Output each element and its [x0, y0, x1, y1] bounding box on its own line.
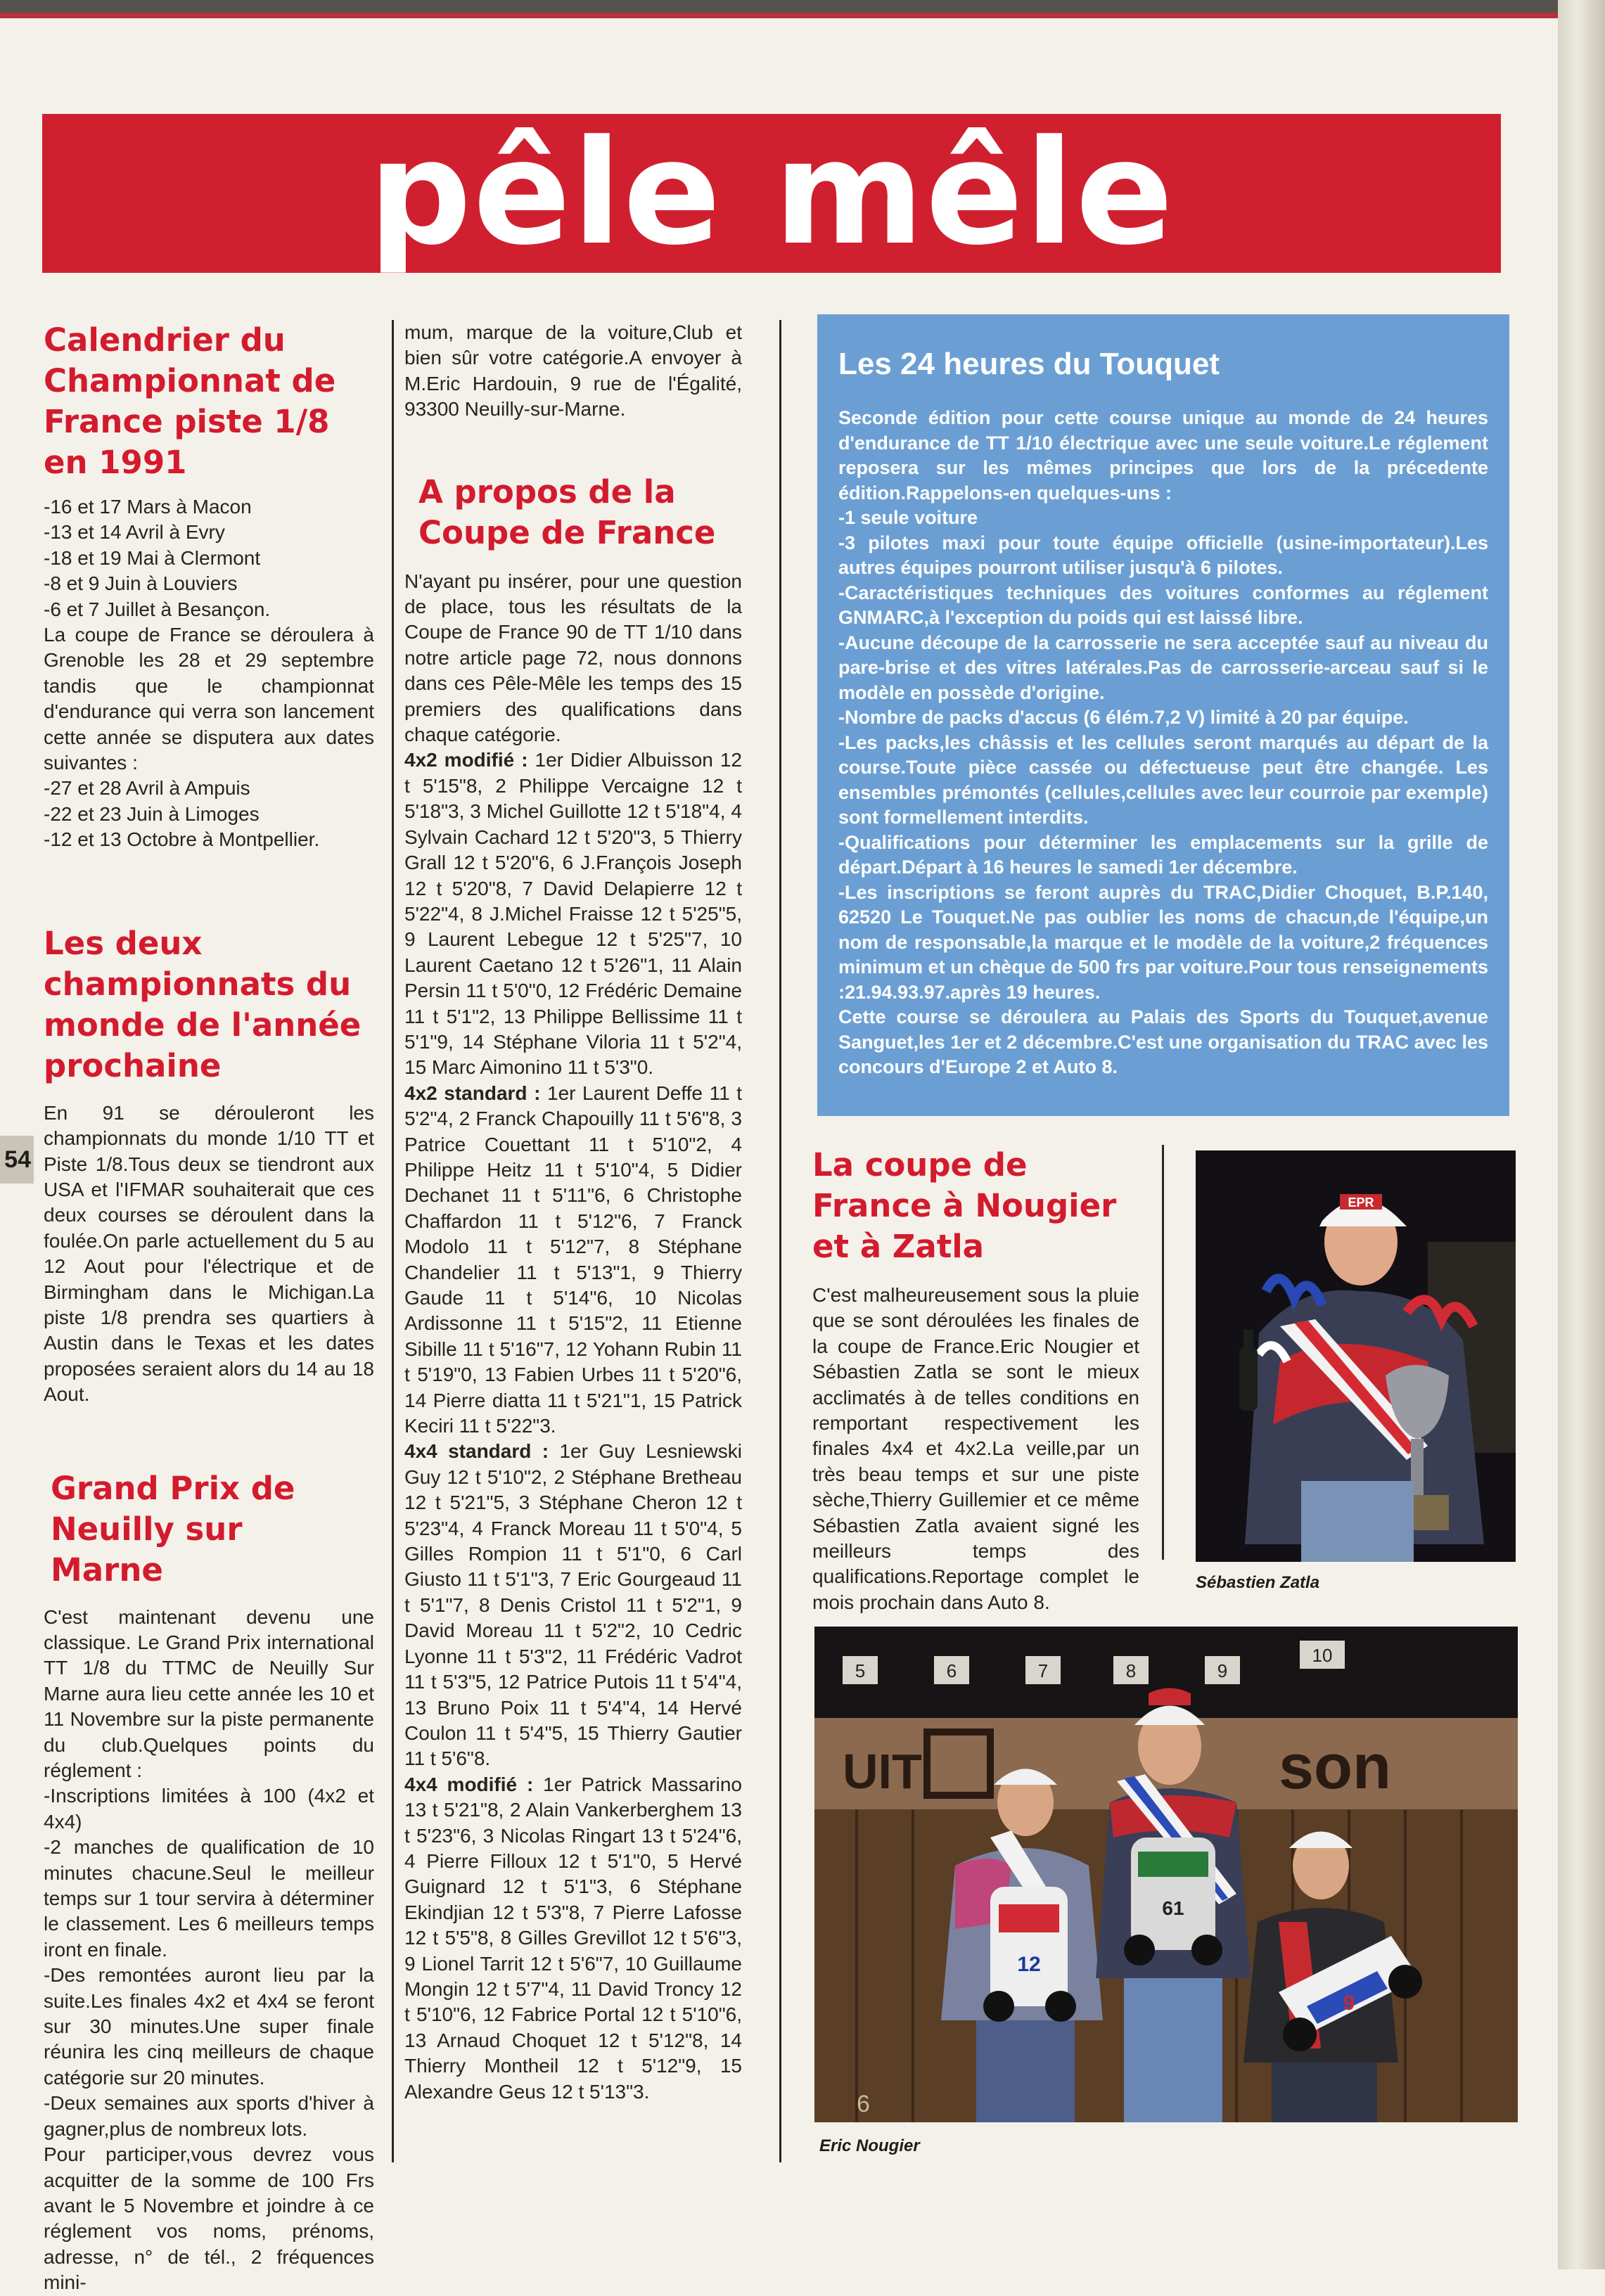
category-label: 4x4 standard : — [404, 1440, 549, 1463]
touquet-line: -Caractéristiques techniques des voitures conformes au réglement GNMARC,à l'exception du poids qui est laissé libre. — [838, 582, 1488, 628]
page-number: 54 — [0, 1136, 34, 1184]
nougier-photo-illustration — [814, 1627, 1518, 2122]
category-results: 1er Laurent Deffe 11 t 5'2"4, 2 Franck Chapouilly 11 t 5'6"8, 3 Patrice Couettant 11 t 5'10"2, 4 Philippe Heitz 11 t 5'10"4, 5 Didier Dechanet 11 t 5'11"6, 6 Christophe Chaffardon 11 t 5'12"6, 7 Franck Modolo 11 t 5'12"7, 8 Stéphane Chandelier 11 t 5'13"1, 9 Thierry Gaude 11 t 5'14"6, 10 Nicolas Ardissonne 11 t 5'15"2, 11 Etienne Sibille 11 t 5'16"7, 12 Yohann Rubin 11 t 5'19"0, 13 Fabien Urbes 11 t 5'20"6, 14 Pierre diatta 11 t 5'21"1, 15 Patrick Keciri 11 t 5'22"3. — [404, 1082, 742, 1437]
calendar-list — [44, 494, 374, 853]
board-number: 6 — [946, 1660, 957, 1681]
page-spine — [1558, 0, 1605, 2269]
category-label: 4x2 modifié : — [404, 749, 528, 771]
car-number: 61 — [1162, 1897, 1184, 1919]
grand-prix-continued: mum, marque de la voiture,Club et bien sûr votre catégorie.A envoyer à M.Eric Hardouin, 9 rue de l'Égalité, 93300 Neuilly-sur-Marne. — [404, 321, 742, 421]
world-championships-heading: Les deux championnats du monde de l'année prochaine — [44, 924, 362, 1084]
category-label: 4x2 standard : — [404, 1082, 541, 1104]
coupe-de-france-heading: A propos de la Coupe de France — [418, 473, 716, 551]
results-4x4-standard — [404, 1439, 742, 1771]
grand-prix-text: -2 manches de qualification de 10 minutes chacune.Seul le meilleur temps sur 1 tour servira à déterminer le classement. Les 6 meilleurs temps iront en finale. — [44, 1836, 374, 1961]
car-number: 12 — [1017, 1953, 1041, 1976]
category-results: 1er Didier Albuisson 12 t 5'15"8, 2 Philippe Vercaigne 12 t 5'18"3, 3 Michel Guillotte 12 t 5'18"4, 4 Sylvain Cachard 12 t 5'20"3, 5 Thierry Grall 12 t 5'20"6, 6 J.François Joseph 12 t 5'20"8, 7 David Delapierre 12 t 5'22"4, 8 J.Michel Fraisse 12 t 5'25"5, 9 Laurent Lebegue 12 t 5'25"7, 10 Laurent Caetano 12 t 5'26"1, 11 Alain Persin 11 t 5'0"0, 12 Frédéric Demaine 11 t 5'1"2, 13 Philippe Bellissime 11 t 5'1"9, 14 Stéphane Viloria 11 t 5'2"4, 15 Marc Aimonino 11 t 5'3"0. — [404, 749, 742, 1079]
world-championships-text: En 91 se dérouleront les championnats du monde 1/10 TT et Piste 1/8.Tous deux se tiendront aux USA et l'IFMAR souhaiterait que ces deux courses se déroulent dans la foulée.On parle actuellement du 5 au 12 Aout pour l'électrique et de Birmingham dans le Michigan.La piste 1/8 prendra ses quartiers à Austin dans le Texas et les dates proposées seraient alors du 14 au 18 Aout. — [44, 1101, 374, 1406]
calendar-line: -6 et 7 Juillet à Besançon. — [44, 598, 271, 620]
grand-prix-text: -Deux semaines aux sports d'hiver à gagner,plus de nombreux lots. — [44, 2092, 374, 2140]
board-number: 9 — [1217, 1660, 1228, 1681]
touquet-heading: Les 24 heures du Touquet — [838, 347, 1220, 381]
grand-prix-heading: Grand Prix de Neuilly sur Marne — [51, 1469, 295, 1589]
results-4x4-modifie — [404, 1772, 742, 2105]
calendar-line: -18 et 19 Mai à Clermont — [44, 546, 261, 569]
zatla-photo-illustration — [1196, 1150, 1516, 1562]
board-number: 8 — [1125, 1660, 1137, 1681]
category-results: 1er Guy Lesniewski Guy 12 t 5'10"2, 2 Stéphane Bretheau 12 t 5'21"5, 3 Stéphane Cheron 12 t 5'23"4, 4 Franck Moreau 11 t 5'0"4, 5 Gilles Rompion 11 t 5'1"0, 6 Carl Giusto 11 t 5'1"3, 7 Eric Gourgeaud 11 t 5'1"7, 8 Denis Cristol 11 t 5'2"1, 9 David Moreau 11 t 5'2"2, 10 Cedric Lyonne 11 t 5'3"2, 11 Frédéric Vadrot 11 t 5'3"5, 12 Patrice Putois 11 t 5'4"4, 13 Bruno Poix 11 t 5'4"4, 14 Hervé Coulon 11 t 5'4"5, 15 Thierry Gautier 11 t 5'6"8. — [404, 1440, 742, 1770]
calendar-line: -13 et 14 Avril à Evry — [44, 521, 225, 544]
title-banner — [42, 110, 1501, 277]
grand-prix-text: -Inscriptions limitées à 100 (4x2 et 4x4) — [44, 1785, 374, 1833]
nougier-article — [812, 1145, 1139, 1615]
touquet-line: -Qualifications pour déterminer les emplacements sur la grille de départ.Départ à 16 heures le samedi 1er décembre. — [838, 831, 1488, 878]
grand-prix-body — [44, 1605, 374, 2296]
calendar-paragraph: La coupe de France se déroulera à Grenoble les 28 et 29 septembre tandis que le championnat d'endurance qui verra son lancement cette année se disputera aux dates suivantes : — [44, 624, 374, 774]
rc-car-left — [983, 1887, 1076, 2022]
photo-sebastien-zatla — [1196, 1150, 1516, 1562]
touquet-line: -1 seule voiture — [838, 507, 978, 528]
results-4x2-standard — [404, 1081, 742, 1439]
touquet-line: -Les packs,les châssis et les cellules seront marqués au départ de la course.Toute pièce cassée ou défectueuse peut être changée. Les ensembles prémontés (cellules,cellules avec leur courroie par exemple) sont formellement interdits. — [838, 731, 1488, 828]
photo-eric-nougier — [814, 1627, 1518, 2122]
calendar-line: -8 et 9 Juin à Louviers — [44, 572, 238, 595]
photo-caption-nougier: Eric Nougier — [819, 2136, 920, 2155]
touquet-line: -Aucune découpe de la carrosserie ne sera acceptée sauf au niveau du pare-brise et des vitres latérales.Pas de carrosserie-arceau sauf si le modèle en possède d'origine. — [838, 631, 1488, 703]
board-number: 7 — [1037, 1660, 1049, 1681]
category-label: 4x4 modifié : — [404, 1773, 534, 1795]
sign-text-left: UIT — [843, 1744, 922, 1799]
photo-caption-zatla: Sébastien Zatla — [1196, 1573, 1320, 1592]
results-4x2-modifie — [404, 748, 742, 1080]
top-edge-strip — [0, 0, 1605, 13]
coupe-de-france-intro: N'ayant pu insérer, pour une question de place, tous les résultats de la Coupe de France 90 de TT 1/10 dans notre article page 72, nous donnons dans ces Pêle-Mêle les temps des 15 premiers des qualifications dans chaque catégorie. — [404, 570, 742, 746]
calendar-heading: Calendrier du Championnat de France piste 1/8 en 1991 — [44, 321, 336, 481]
category-results: 1er Patrick Massarino 13 t 5'21"8, 2 Alain Vankerberghem 13 t 5'23"6, 3 Nicolas Ringart 13 t 5'24"6, 4 Pierre Filloux 12 t 5'1"0, 5 Hervé Guignard 12 t 5'1"3, 6 Stéphane Ekindjian 12 t 5'3"8, 7 Pierre Lafosse 12 t 5'5"8, 8 Gilles Grevillot 12 t 5'6"3, 9 Lionel Tarrit 12 t 5'6"7, 10 Guillaume Mongin 12 t 5'7"4, 11 David Troncy 12 t 5'10"6, 12 Fabrice Portal 12 t 5'10"6, 13 Arnaud Choquet 12 t 5'12"8, 14 Thierry Montheil 12 t 5'12"9, 15 Alexandre Geus 12 t 5'13"3. — [404, 1773, 742, 2103]
sign-text-right: son — [1279, 1732, 1392, 1802]
column-divider — [779, 320, 781, 2162]
cap-logo-text: EPR — [1348, 1195, 1374, 1210]
board-number: 10 — [1312, 1645, 1333, 1666]
car-number: 9 — [1343, 1992, 1355, 2015]
calendar-line: -16 et 17 Mars à Macon — [44, 496, 252, 518]
grand-prix-text: C'est maintenant devenu une classique. Le Grand Prix international TT 1/8 du TTMC de Neuilly Sur Marne aura lieu cette année les 10 et 11 Novembre sur la piste permanente du club.Quelques points du réglement : — [44, 1605, 374, 1781]
grand-prix-text: -Des remontées auront lieu par la suite.Les finales 4x2 et 4x4 se feront sur 30 minutes.Une super finale réunira les cinq meilleurs de chaque catégorie sur 20 minutes. — [44, 1964, 374, 2089]
calendar-line: -27 et 28 Avril à Ampuis — [44, 777, 250, 800]
column-1 — [44, 320, 374, 2296]
calendar-line: -22 et 23 Juin à Limoges — [44, 802, 260, 825]
rc-car-centre — [1124, 1838, 1222, 1965]
touquet-line: Cette course se déroulera au Palais des Sports du Touquet,avenue Sanguet,les 1er et 2 décembre.C'est une organisation du TRAC avec les concours d'Europe 2 et Auto 8. — [838, 1006, 1488, 1077]
top-red-strip — [0, 13, 1605, 18]
board-number: 5 — [855, 1660, 866, 1681]
touquet-box — [817, 314, 1509, 1116]
touquet-text — [838, 406, 1488, 1080]
floor-number: 6 — [857, 2091, 870, 2117]
nougier-heading: La coupe de France à Nougier et à Zatla — [812, 1146, 1117, 1265]
grand-prix-text: Pour participer,vous devrez vous acquitter de la somme de 100 Frs avant le 5 Novembre et joindre à ce réglement vos noms, prénoms, adresse, n° de tél., 2 fréquences mini- — [44, 2143, 374, 2294]
column-divider — [392, 320, 394, 2162]
touquet-line: -Les inscriptions se feront auprès du TRAC,Didier Choquet, B.P.140, 62520 Le Touquet.Ne pas oublier les noms de chacun,de l'équipe,un nom de responsable,la marque et le modèle de la voiture,2 fréquences minimum et un chèque de 500 frs par voiture.Pour tous renseignements :21.94.93.97.après 19 heures. — [838, 881, 1488, 1003]
page-title: pêle mêle — [368, 110, 1175, 277]
touquet-line: Seconde édition pour cette course unique au monde de 24 heures d'endurance de TT 1/10 électrique avec une seule voiture.Le réglement reposera sur les mêmes principes que lors de la précedente édition.Rappelons-en quelques-uns : — [838, 407, 1488, 504]
nougier-text: C'est malheureusement sous la pluie que se sont déroulées les finales de la coupe de France.Eric Nougier et Sébastien Zatla se sont le mieux acclimatés à de telles conditions en remportant respectivement les finales 4x4 et 4x2.La veille,par un très beau temps et sur une piste sèche,Thierry Guillemier et ce même Sébastien Zatla avaient signé les meilleurs temps des qualifications.Reportage complet le mois prochain dans Auto 8. — [812, 1284, 1139, 1613]
column-2 — [404, 320, 742, 2105]
column-divider — [1162, 1145, 1164, 1560]
calendar-line: -12 et 13 Octobre à Montpellier. — [44, 828, 320, 851]
touquet-line: -3 pilotes maxi pour toute équipe officielle (usine-importateur).Les autres équipes pourront utiliser jusqu'à 6 pilotes. — [838, 532, 1488, 578]
touquet-line: -Nombre de packs d'accus (6 élém.7,2 V) limité à 20 par équipe. — [838, 707, 1409, 728]
